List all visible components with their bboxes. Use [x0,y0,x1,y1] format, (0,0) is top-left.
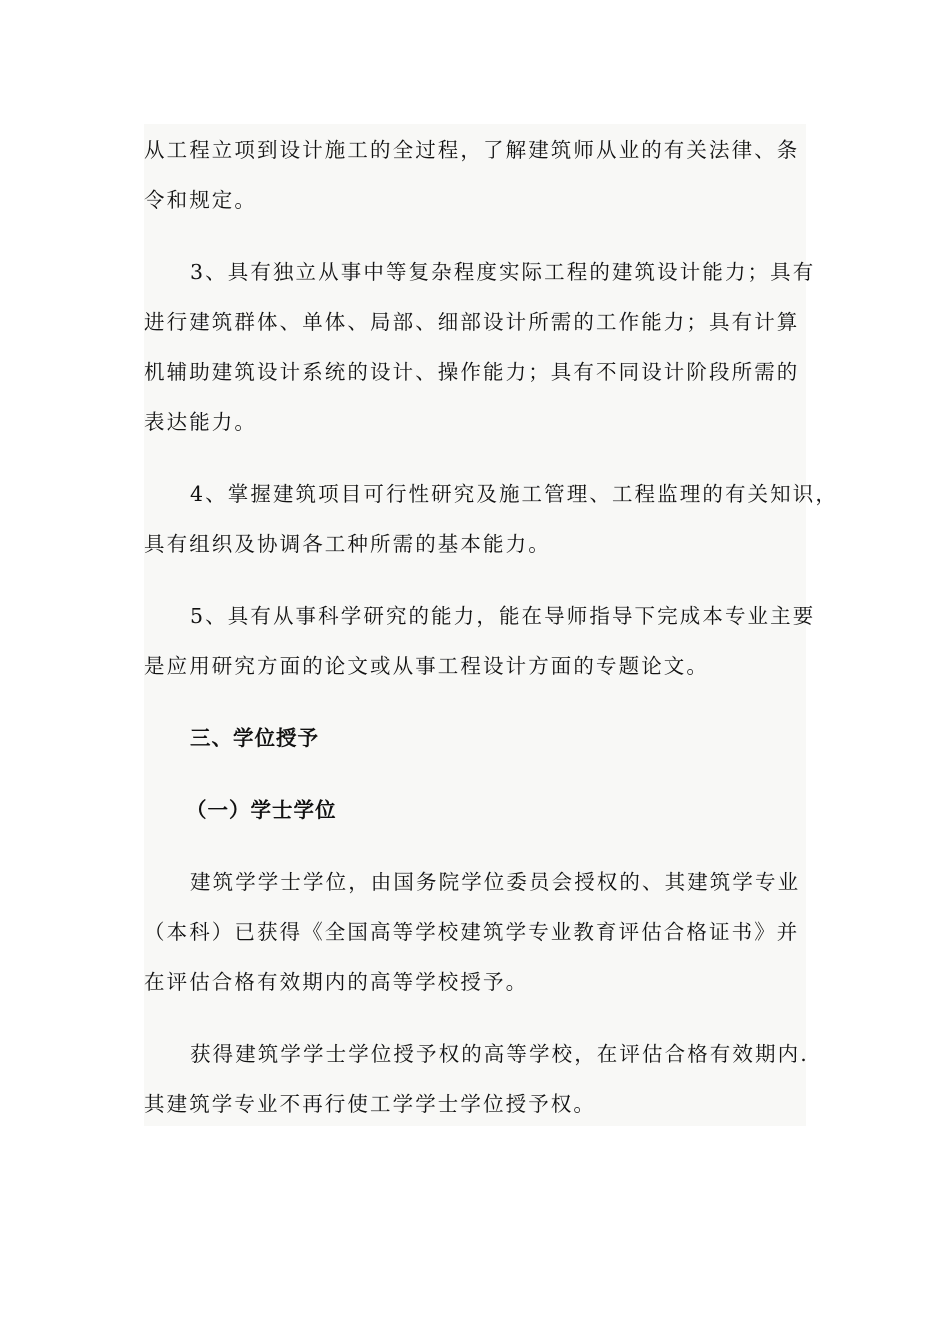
subsection-heading: （一）学士学位 [186,798,337,822]
document-body [144,124,838,1126]
paragraph-line: 5、具有从事科学研究的能力，能在导师指导下完成本专业主要 [190,604,816,628]
paragraph-line: 3、具有独立从事中等复杂程度实际工程的建筑设计能力；具有 [190,260,816,284]
paragraph-line: 机辅助建筑设计系统的设计、操作能力；具有不同设计阶段所需的 [144,360,800,384]
paragraph-line: 其建筑学专业不再行使工学学士学位授予权。 [144,1092,596,1116]
paragraph-line: 建筑学学士学位，由国务院学位委员会授权的、其建筑学专业 [190,870,801,894]
paragraph-line: 具有组织及协调各工种所需的基本能力。 [144,532,551,556]
section-heading: 三、学位授予 [190,726,319,750]
paragraph-line: 表达能力。 [144,410,257,434]
paragraph-line: 从工程立项到设计施工的全过程，了解建筑师从业的有关法律、条 [144,138,800,162]
paragraph-line: 在评估合格有效期内的高等学校授予。 [144,970,529,994]
paragraph-line: 是应用研究方面的论文或从事工程设计方面的专题论文。 [144,654,709,678]
paragraph-line: 进行建筑群体、单体、局部、细部设计所需的工作能力；具有计算 [144,310,800,334]
paragraph-line: 4、掌握建筑项目可行性研究及施工管理、工程监理的有关知识， [190,482,838,506]
paragraph-line: 获得建筑学学士学位授予权的高等学校，在评估合格有效期内. [190,1042,809,1066]
paragraph-line: （本科）已获得《全国高等学校建筑学专业教育评估合格证书》并 [144,920,800,944]
paragraph-line: 令和规定。 [144,188,257,212]
